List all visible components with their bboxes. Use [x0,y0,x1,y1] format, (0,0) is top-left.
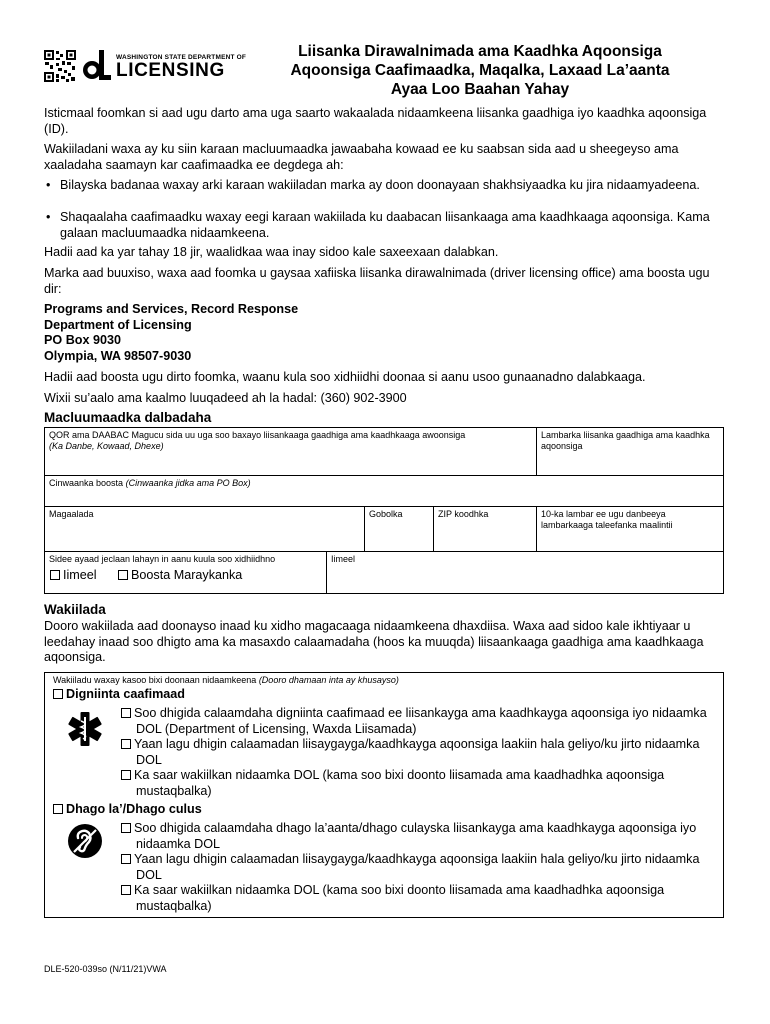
name-field[interactable] [45,428,537,476]
qr-code-icon [44,50,76,82]
intro-bullet-2: • Shaqaalaha caafimaadku waxay eegi karaan wakiilada ku daabacan liisankaaga ama kaadhkaaga aqoonsiga. Kama galaan macluumaadka nidaamkeena. [44,210,724,241]
deaf-option-1[interactable] [121,821,717,852]
intro-bullet-1: • Bilayska badanaa waxay arki karaan wakiiladan marka ay doon doonayaan shakhsiyaadka ku jira nidaamyadeena. [44,178,724,194]
phone-label: 10-ka lambar ee ugu danbeeya lambarkaaga taleefanka maalintii [541,509,673,530]
logo-licensing-text: LICENSING [116,60,225,81]
applicant-form [44,427,724,594]
deaf-option-2[interactable] [121,852,717,883]
address-label: Cinwaanka boosta [49,478,124,488]
zip-label: ZIP koodhka [438,509,489,519]
contact-preference [45,552,327,593]
city-field[interactable] [45,507,365,552]
accommodations-box-label [53,675,399,685]
mail-option-label: Boosta Maraykanka [131,568,243,582]
phone-field[interactable] [537,507,723,552]
intro-paragraph-6: Wixii su’aalo ama kaalmo luuqadeed ah la hadal: (360) 902-3900 [44,391,407,405]
deaf-option-2-checkbox[interactable] [121,854,131,864]
medical-option-2-checkbox[interactable] [121,739,131,749]
deaf-checkbox[interactable] [53,804,63,814]
deaf-option-3-text: Ka saar wakiilkan nidaamka DOL (kama soo bixi doonto liisamada ama kaadhadhka aqoonsiga mustaqbalka) [134,883,665,913]
accommodations-box [44,672,724,918]
title-line-3: Ayaa Loo Baahan Yahay [390,81,570,98]
license-number-label: Lambarka liisanka gaadhiga ama kaadhka aqoonsiga [541,430,710,451]
intro-paragraph-5: Hadii aad boosta ugu dirto foomka, waanu kula soo xidhiidhi doonaa si aanu usoo gunaanadno dalabkaaga. [44,370,646,384]
accommodations-heading: Wakiilada [44,602,106,617]
box-label-hint: (Dooro dhamaan inta ay khusayso) [258,675,399,685]
logo-agency-line: WASHINGTON STATE DEPARTMENT OF [116,54,247,61]
contact-option-email[interactable] [50,568,97,583]
medical-option-3-text: Ka saar wakiilkan nidaamka DOL (kama soo bixi doonto liisamada ama kaadhadhka aqoonsiga mustaqbalka) [134,768,665,798]
address-line-4: Olympia, WA 98507-9030 [44,348,192,363]
deaf-option[interactable] [53,802,202,818]
email-option-label: Iimeel [63,568,97,582]
dol-logo-mark-icon [82,50,112,82]
deaf-option-3[interactable] [121,883,717,914]
address-line-2: Department of Licensing [44,317,192,332]
title-line-2: Aqoonsiga Caafimaadka, Maqalka, Laxaad La’aanta [290,62,670,79]
address-line-1: Programs and Services, Record Response [44,302,299,316]
email-field[interactable] [327,552,723,593]
state-field[interactable] [365,507,434,552]
medical-alert-icon [67,709,103,749]
hearing-impaired-icon [67,823,103,859]
zip-field[interactable] [434,507,537,552]
medical-alert-title: Digniinta caafimaad [66,687,185,701]
email-checkbox[interactable] [50,570,60,580]
medical-option-2-text: Yaan lagu dhigin calaamadan liisaygayga/kaadhkayga aqoonsiga laakiin hala geliyo/ku jirto nidaamka DOL [134,737,700,767]
license-number-field[interactable] [537,428,723,476]
name-hint: (Ka Danbe, Kowaad, Dhexe) [49,441,164,451]
title-line-1: Liisanka Dirawalnimada ama Kaadhka Aqoonsiga [298,43,662,60]
medical-option-3-checkbox[interactable] [121,770,131,780]
medical-option-1[interactable] [121,706,717,737]
intro-paragraph-2: Wakiiladani waxa ay ku siin karaan macluumaadka jawaabaha kowaad ee ku saabsan sida aad u sheegeyso ama xaaladaha saamayn kar caafimaadka ee degdega ah: [44,142,679,172]
name-label: QOR ama DAABAC Magucu sida uu uga soo baxayo liisankaaga gaadhiga ama kaadhkaaga awoonsiga [49,430,466,440]
email-field-label: Iimeel [331,554,356,564]
form-code: DLE-520-039so (N/11/21)VWA [44,964,167,974]
deaf-title: Dhago la’/Dhago culus [66,802,202,816]
accommodations-description: Dooro wakiilada aad doonayso inaad ku xidho magacaaga nidaamkeena dhaxdiisa. Waxa aad sidoo kale ikhtiyaar u leedahay inaad soo dhigto ama ka masaxdo calaamadaha (hoos ka muuqda) liisaankaaga gaadhiga ama kaadhkaaga aqoonsiga. [44,619,704,665]
medical-option-3[interactable] [121,768,717,799]
medical-alert-option[interactable] [53,687,185,703]
mail-checkbox[interactable] [118,570,128,580]
deaf-option-3-checkbox[interactable] [121,885,131,895]
applicant-info-heading: Macluumaadka dalbadaha [44,410,212,425]
contact-preference-label: Sidee ayaad jeclaan lahayn in aanu kuula soo xidhiidhno [49,554,276,564]
mailing-address-field[interactable] [45,476,723,507]
box-label-text: Wakiiladu waxay kasoo bixi doonaan nidaamkeena [53,675,257,685]
deaf-option-1-text: Soo dhigida calaamdaha dhago la’aanta/dhago culayska liisankayga ama kaadhkayga aqoonsiga iyo nidaamka DOL [134,821,697,851]
deaf-option-2-text: Yaan lagu dhigin calaamadan liisaygayga/kaadhkayga aqoonsiga laakiin hala geliyo/ku jirto nidaamka DOL [134,852,700,882]
deaf-option-1-checkbox[interactable] [121,823,131,833]
intro-paragraph-4: Marka aad buuxiso, waxa aad foomka u gaysaa xafiiska liisanka dirawalnimada (driver licensing office) ama boosta ugu dir: [44,266,710,296]
intro-paragraph-1: Isticmaal foomkan si aad ugu darto ama uga saarto wakaalada nidaamkeena liisanka gaadhiga iyo kaadhka aqoonsiga (ID). [44,106,707,136]
medical-option-1-text: Soo dhigida calaamdaha digniinta caafimaad ee liisankayga ama kaadhkayga aqoonsiga iyo nidaamka DOL (Department of Licensing, Waxda Liisamada) [134,706,707,736]
city-label: Magaalada [49,509,94,519]
medical-alert-checkbox[interactable] [53,689,63,699]
state-label: Gobolka [369,509,403,519]
mailing-address [44,302,724,364]
address-line-3: PO Box 9030 [44,333,122,348]
intro-paragraph-3: Hadii aad ka yar tahay 18 jir, waalidkaa waa inay sidoo kale saxeexaan dalabkan. [44,245,499,259]
page-title [240,42,720,99]
contact-option-mail[interactable] [118,568,242,583]
medical-option-1-checkbox[interactable] [121,708,131,718]
medical-option-2[interactable] [121,737,717,768]
header [44,42,734,102]
address-hint: (Cinwaanka jidka ama PO Box) [125,478,251,488]
